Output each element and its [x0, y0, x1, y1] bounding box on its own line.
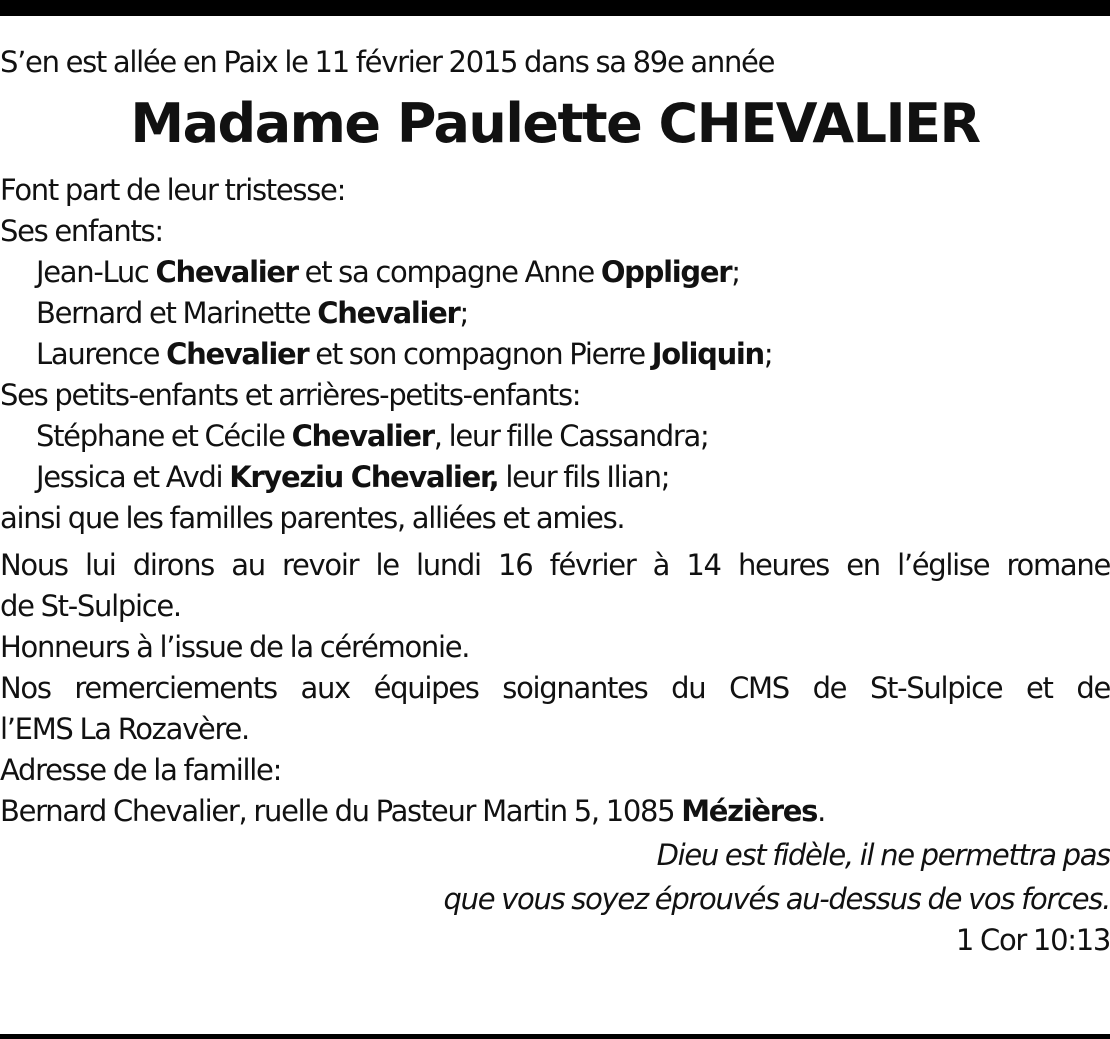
grandchild-line — [0, 416, 1110, 457]
grandchild-family-name: Kryeziu Chevalier, — [229, 460, 499, 494]
font-part-line: Font part de leur tristesse: — [0, 173, 346, 207]
grandchild-given: Jessica et Avdi — [36, 460, 230, 494]
address-line — [0, 791, 1110, 832]
line-end: ; — [459, 296, 468, 330]
grandchild-rest: leur fils Ilian; — [498, 460, 670, 494]
children-heading: Ses enfants: — [0, 214, 163, 248]
child-family-name: Chevalier — [166, 337, 309, 371]
grandchild-line — [0, 457, 1110, 498]
partner-family-name: Joliquin — [651, 337, 764, 371]
families-line: ainsi que les familles parentes, alliées et amies. — [0, 501, 625, 535]
grandchild-given: Stéphane et Cécile — [36, 419, 292, 453]
line-end: . — [817, 794, 826, 828]
deceased-name: Madame Paulette CHEVALIER — [130, 92, 980, 155]
child-line — [0, 252, 1110, 293]
child-family-name: Chevalier — [155, 255, 298, 289]
honours-line: Honneurs à l’issue de la cérémonie. — [0, 630, 470, 664]
child-given: Laurence — [36, 337, 167, 371]
ceremony-line: Nous lui dirons au revoir le lundi 16 février à 14 heures en l’église romane — [0, 548, 1110, 582]
child-given: Bernard et Marinette — [36, 296, 318, 330]
grandchild-rest: , leur fille Cassandra; — [433, 419, 709, 453]
line-end: ; — [731, 255, 740, 289]
intro-line: S’en est allée en Paix le 11 février 2015 dans sa 89e année — [0, 45, 775, 79]
child-line — [0, 293, 1110, 334]
partner-family-name: Oppliger — [600, 255, 732, 289]
quote-line: que vous soyez éprouvés au-dessus de vos forces. — [443, 882, 1110, 916]
quote-line: Dieu est fidèle, il ne permettra pas — [656, 838, 1110, 872]
ceremony-line: de St-Sulpice. — [0, 589, 181, 623]
address-text: Bernard Chevalier, ruelle du Pasteur Martin 5, 1085 — [0, 794, 682, 828]
thanks-line: Nos remerciements aux équipes soignantes du CMS de St-Sulpice et de — [0, 671, 1110, 705]
bottom-rule — [0, 1034, 1110, 1039]
grandchild-family-name: Chevalier — [291, 419, 434, 453]
address-heading: Adresse de la famille: — [0, 753, 282, 787]
top-rule — [0, 0, 1110, 16]
grandchildren-heading: Ses petits-enfants et arrières-petits-enfants: — [0, 378, 581, 412]
child-family-name: Chevalier — [317, 296, 460, 330]
child-link: et son compagnon Pierre — [308, 337, 652, 371]
child-given: Jean-Luc — [36, 255, 156, 289]
quote-reference: 1 Cor 10:13 — [955, 923, 1110, 957]
line-end: ; — [763, 337, 773, 371]
thanks-line: l’EMS La Rozavère. — [0, 712, 249, 746]
child-link: et sa compagne Anne — [297, 255, 601, 289]
death-notice — [0, 40, 1110, 961]
child-line — [0, 334, 1110, 375]
address-city: Mézières — [681, 794, 818, 828]
